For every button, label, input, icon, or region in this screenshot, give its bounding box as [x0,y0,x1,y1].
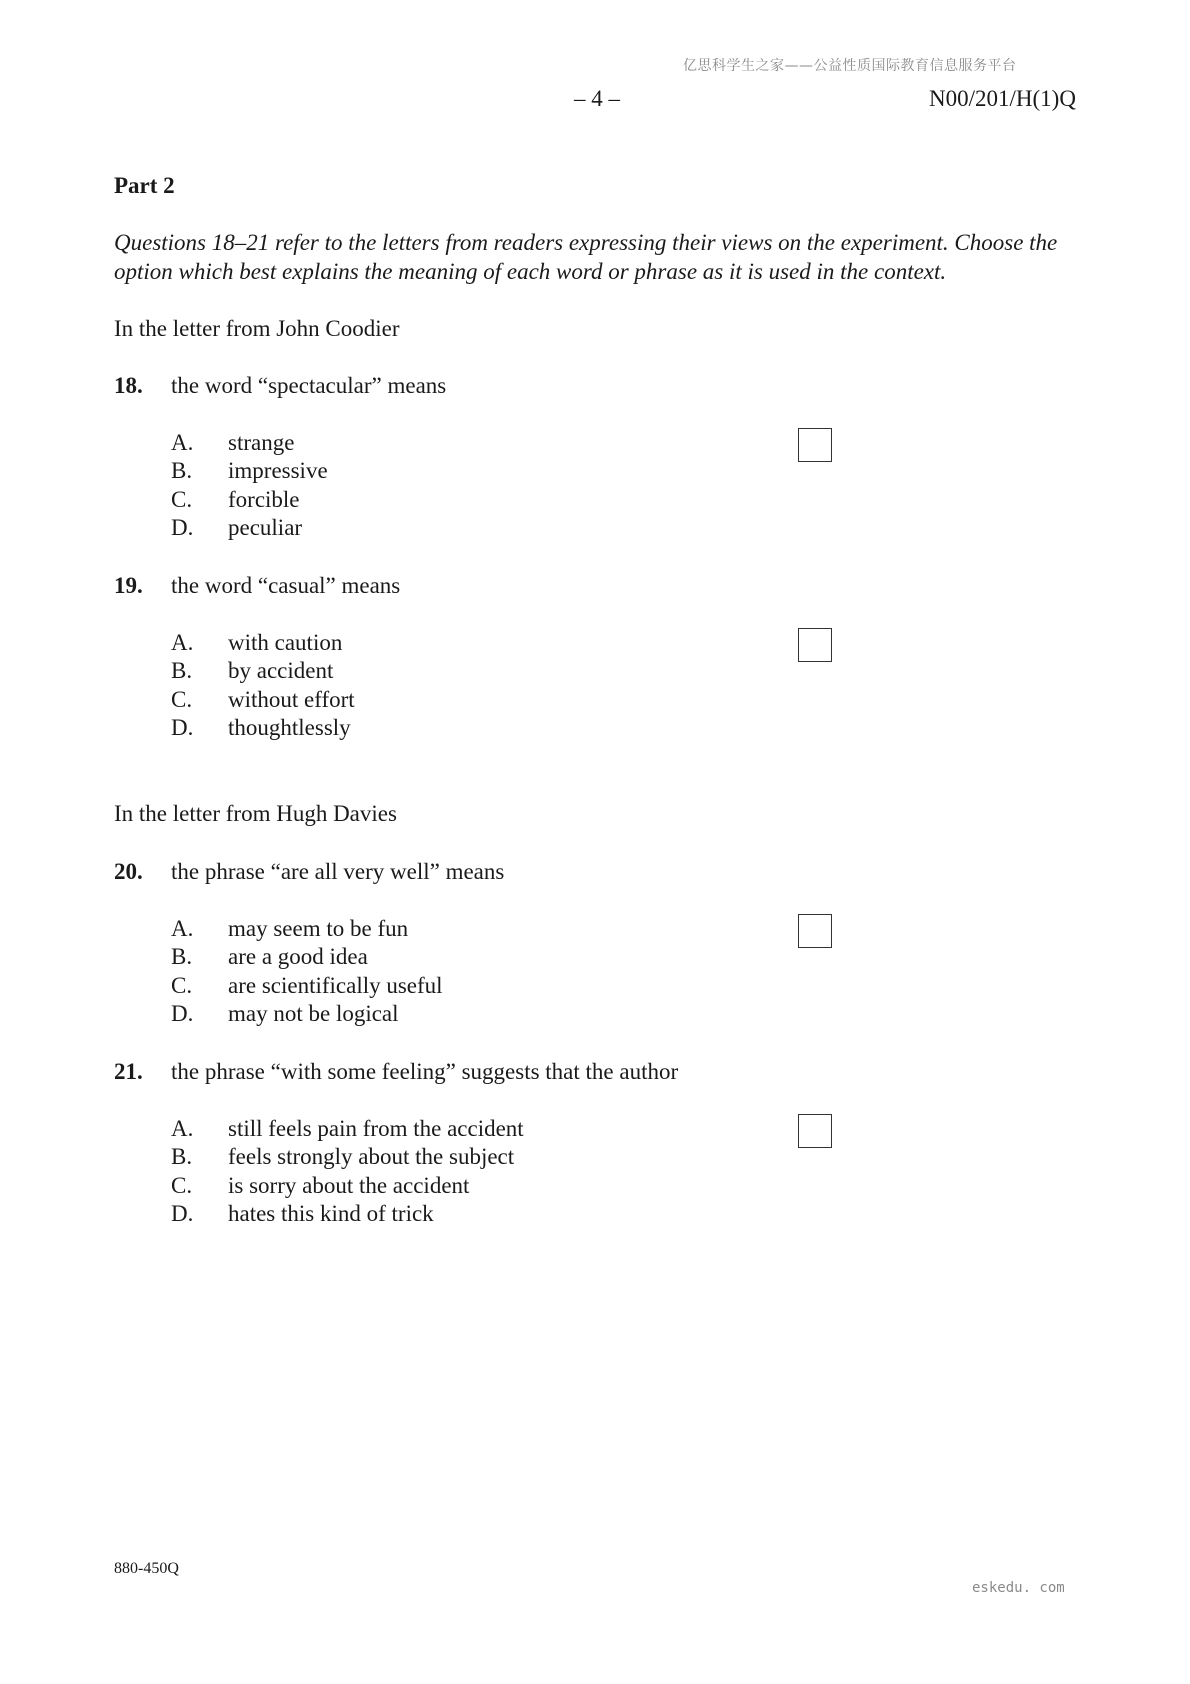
question-18-number: 18. [114,373,143,398]
q19-option-d-letter: D. [171,715,194,740]
q21-option-b-text: feels strongly about the subject [228,1144,515,1169]
q20-option-c-text: are scientifically useful [228,973,443,998]
q18-option-c-letter: C. [171,487,193,512]
question-20-stem: the phrase “are all very well” means [171,859,505,884]
q18-option-b-text: impressive [228,458,328,483]
question-20-number: 20. [114,859,143,884]
answer-box-18[interactable] [798,428,832,462]
instructions: Questions 18–21 refer to the letters from readers expressing their views on the experiment. Choose the option which best explains the meaning of each word or phrase as it is used in the context. [114,230,1058,284]
q18-option-d-letter: D. [171,515,194,540]
q21-option-c-letter: C. [171,1173,193,1198]
q18-option-c-text: forcible [228,487,300,512]
q20-option-a-text: may seem to be fun [228,916,409,941]
q19-option-a-text: with caution [228,630,343,655]
question-21-stem: the phrase “with some feeling” suggests that the author [171,1059,679,1084]
q20-option-a-letter: A. [171,916,194,941]
section-heading-davies: In the letter from Hugh Davies [114,801,397,826]
q18-option-a-text: strange [228,430,295,455]
q18-option-b-letter: B. [171,458,193,483]
q19-option-b-letter: B. [171,658,193,683]
q21-option-c-text: is sorry about the accident [228,1173,470,1198]
q20-option-c-letter: C. [171,973,193,998]
watermark-top: 亿思科学生之家——公益性质国际教育信息服务平台 [683,58,1017,74]
q20-option-d-text: may not be logical [228,1001,399,1026]
part-title: Part 2 [114,173,175,198]
q18-option-d-text: peculiar [228,515,303,540]
q18-option-a-letter: A. [171,430,194,455]
q19-option-b-text: by accident [228,658,334,683]
q19-option-c-text: without effort [228,687,355,712]
q21-option-a-letter: A. [171,1116,194,1141]
answer-box-19[interactable] [798,628,832,662]
form-code: 880-450Q [114,1560,179,1577]
page-number: – 4 – [574,86,620,111]
q20-option-b-letter: B. [171,944,193,969]
watermark-bottom: eskedu. com [972,1580,1065,1596]
q19-option-c-letter: C. [171,687,193,712]
q21-option-a-text: still feels pain from the accident [228,1116,524,1141]
q21-option-b-letter: B. [171,1144,193,1169]
section-heading-coodier: In the letter from John Coodier [114,316,400,341]
paper-code: N00/201/H(1)Q [929,86,1076,111]
q20-option-d-letter: D. [171,1001,194,1026]
q19-option-a-letter: A. [171,630,194,655]
question-19-number: 19. [114,573,143,598]
answer-box-21[interactable] [798,1114,832,1148]
q21-option-d-text: hates this kind of trick [228,1201,434,1226]
q20-option-b-text: are a good idea [228,944,368,969]
answer-box-20[interactable] [798,914,832,948]
question-21-number: 21. [114,1059,143,1084]
q21-option-d-letter: D. [171,1201,194,1226]
q19-option-d-text: thoughtlessly [228,715,351,740]
question-19-stem: the word “casual” means [171,573,401,598]
question-18-stem: the word “spectacular” means [171,373,447,398]
